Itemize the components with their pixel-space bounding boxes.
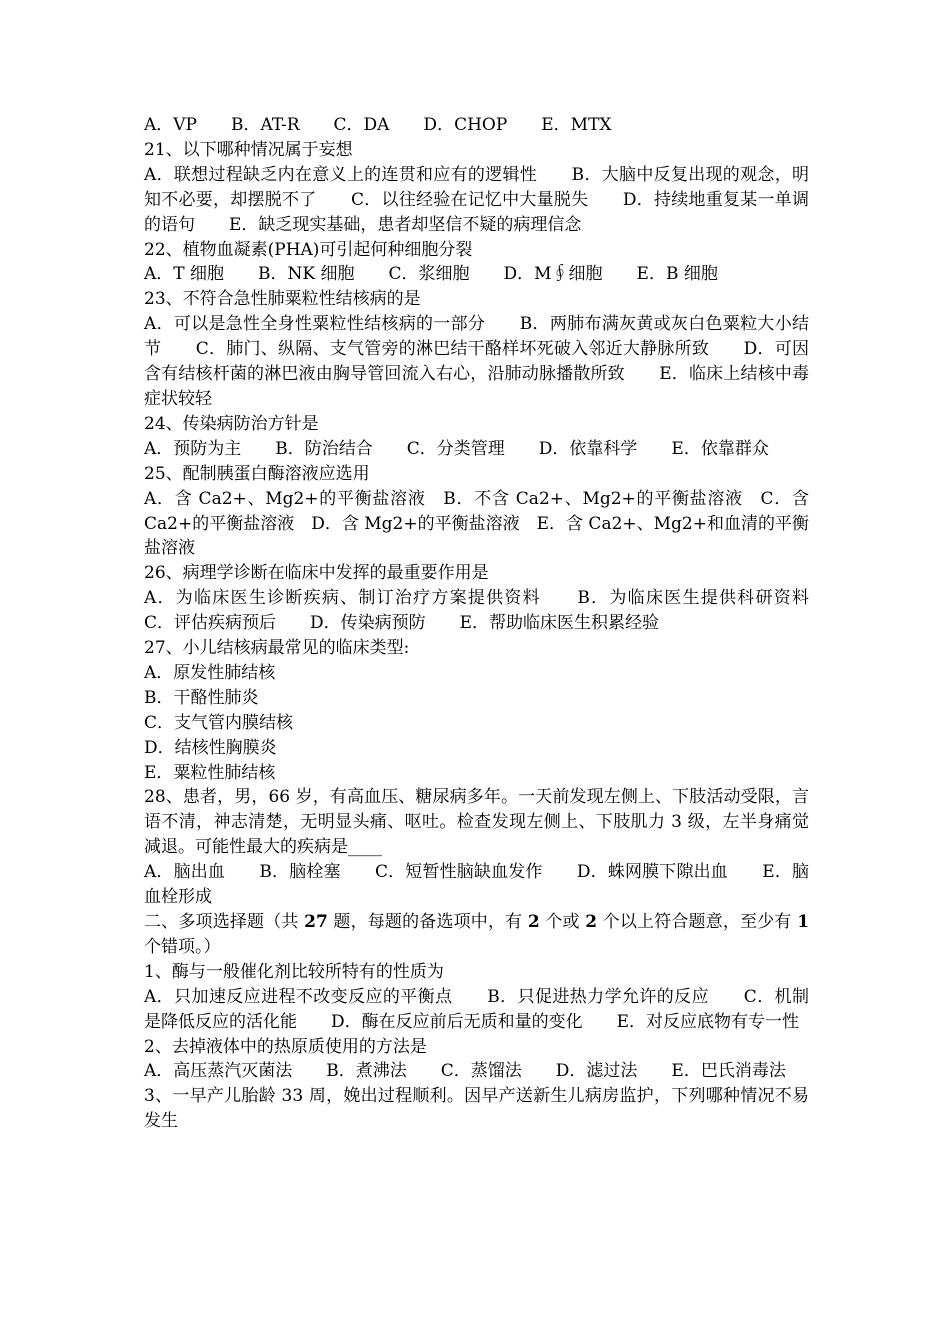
question-21: 21、以下哪种情况属于妄想: [144, 139, 353, 160]
answer-options-q28: A．脑出血 B．脑栓塞 C．短暂性脑缺血发作 D．蛛网膜下隙出血 E．脑血栓形成: [144, 862, 809, 908]
section-2-count: 27: [304, 912, 328, 932]
question-26: 26、病理学诊断在临床中发挥的最重要作用是: [144, 563, 489, 584]
answer-options-q25: A．含 Ca2+、Mg2+的平衡盐溶液 B．不含 Ca2+、Mg2+的平衡盐溶液 C．含 Ca2+的平衡盐溶液 D．含 Mg2+的平衡盐溶液 E．含 Ca2+、Mg2+和血清的平衡盐溶液: [144, 488, 809, 559]
answer-options-q21: A．联想过程缺乏内在意义上的连贯和应有的逻辑性 B．大脑中反复出现的观念，明知不必要，却摆脱不了 C．以往经验在记忆中大量脱失 D．持续地重复某一单调的语句 E．缺乏现实基础，患者却坚信不疑的病理信念: [144, 164, 809, 235]
section-2-text-1: 二、多项选择题（共: [144, 912, 305, 932]
answer-option-q27-c: C．支气管内膜结核: [144, 712, 294, 733]
answer-option-q27-a: A．原发性肺结核: [144, 662, 276, 683]
answer-options-m1: A．只加速反应进程不改变反应的平衡点 B．只促进热力学允许的反应 C．机制是降低反应的活化能 D．酶在反应前后无质和量的变化 E．对反应底物有专一性: [144, 986, 809, 1032]
answer-options-q23: A．可以是急性全身性粟粒性结核病的一部分 B．两肺布满灰黄或灰白色粟粒大小结节 C．肺门、纵隔、支气管旁的淋巴结干酪样坏死破入邻近大静脉所致 D．可因含有结核杆菌的淋巴液由胸导管回流入右心，沿肺动脉播散所致 E．临床上结核中毒症状较轻: [144, 314, 809, 409]
section-2-text-5: 个错项。）: [144, 936, 221, 957]
section-2-heading: [144, 910, 809, 960]
question-m2: 2、去掉液体中的热原质使用的方法是: [144, 1036, 427, 1057]
answer-option-q27-d: D．结核性胸膜炎: [144, 737, 277, 758]
answer-options-q22: A．T 细胞 B．NK 细胞 C．浆细胞 D．M∮细胞 E．B 细胞: [144, 264, 718, 285]
document-body: [144, 113, 843, 1134]
section-2-min-wrong: 1: [797, 912, 810, 932]
section-2-text-2: 题，每题的备选项中，有: [327, 912, 528, 932]
answer-option-q27-b: B．干酪性肺炎: [144, 687, 259, 708]
answer-options-m2: A．高压蒸汽灭菌法 B．煮沸法 C．蒸馏法 D．滤过法 E．巴氏消毒法: [144, 1061, 786, 1082]
section-2-min-correct-2: 2: [585, 912, 598, 932]
question-24: 24、传染病防治方针是: [144, 413, 319, 434]
answer-options-q20: A．VP B．AT-R C．DA D．CHOP E．MTX: [144, 115, 612, 135]
section-2-text-4: 个以上符合题意，至少有: [597, 912, 798, 932]
question-23: 23、不符合急性肺粟粒性结核病的是: [144, 289, 421, 310]
question-22: 22、植物血凝素(PHA)可引起何种细胞分裂: [144, 239, 473, 260]
section-2-min-correct: 2: [527, 912, 540, 932]
answer-options-q26: A．为临床医生诊断疾病、制订治疗方案提供资料 B．为临床医生提供科研资料 C．评估疾病预后 D．传染病预防 E．帮助临床医生积累经验: [144, 588, 843, 634]
answer-options-q24: A．预防为主 B．防治结合 C．分类管理 D．依靠科学 E．依靠群众: [144, 438, 769, 459]
question-25: 25、配制胰蛋白酶溶液应选用: [144, 463, 370, 484]
question-m1: 1、酶与一般催化剂比较所特有的性质为: [144, 961, 444, 982]
answer-option-q27-e: E．粟粒性肺结核: [144, 762, 276, 783]
question-28: 28、患者，男，66 岁，有高血压、糖尿病多年。一天前发现左侧上、下肢活动受限，言语不清，神志清楚，无明显头痛、呕吐。检查发现左侧上、下肢肌力 3 级，左半身痛觉减退。可能性最大的疾病是____: [144, 787, 809, 858]
question-m3: 3、一早产儿胎龄 33 周，娩出过程顺利。因早产送新生儿病房监护，下列哪种情况不易发生: [144, 1086, 809, 1132]
question-27: 27、小儿结核病最常见的临床类型:: [144, 638, 410, 659]
section-2-text-3: 个或: [539, 912, 586, 932]
